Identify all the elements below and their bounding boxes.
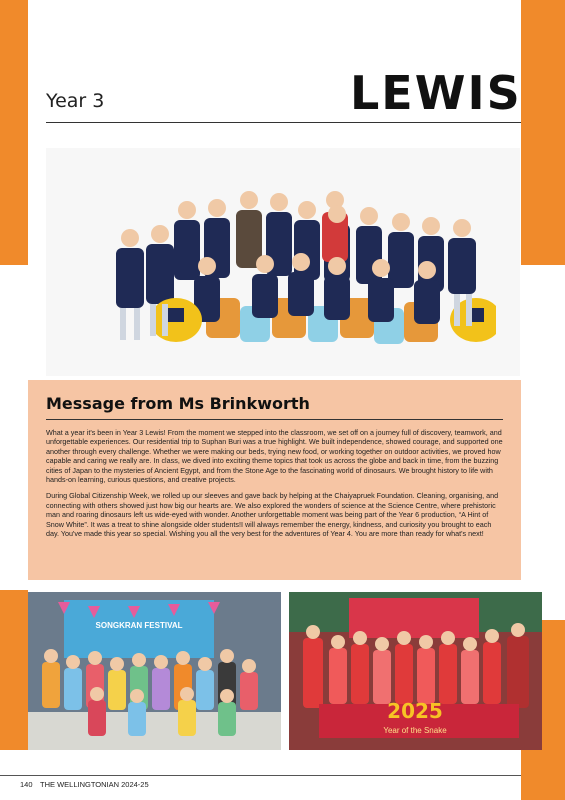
page-number: 140 xyxy=(20,780,33,789)
message-title: Message from Ms Brinkworth xyxy=(46,394,310,413)
cny-caption-text: Year of the Snake xyxy=(383,726,447,735)
class-name-heading: LEWIS xyxy=(350,66,522,120)
left-orange-accent xyxy=(0,590,28,750)
header-rule xyxy=(46,122,521,123)
cny-year-text: 2025 xyxy=(387,699,443,723)
footer-rule xyxy=(0,775,521,776)
teacher-message-section xyxy=(28,380,521,580)
message-paragraph-1: What a year it's been in Year 3 Lewis! From the moment we stepped into the classroom, we set off on a journey full of discovery, teamwork, and unforgettable experiences. Our residential trip to Suphan Buri was a true highlight. We built independence, showed courage, and supported one another through every challenge. Whether we were making our beds, trying new food, or working together on outdoor activities, we proved how capable and caring we really are. In class, we dived into exciting theme topics that took us across the globe and back in time, from the buzzing cities of Japan to the mysteries of Ancient Egypt, and from the Stone Age to the fascinating world of dinosaurs. We brought history to life with hands-on learning, curious questions, and creative projects. xyxy=(46,428,503,485)
songkran-photo-illustration xyxy=(28,592,281,750)
publication-name: THE WELLINGTONIAN 2024-25 xyxy=(40,780,149,789)
songkran-festival-photo xyxy=(28,592,281,750)
class-group-photo xyxy=(46,148,520,376)
class-group-illustration xyxy=(76,148,496,376)
year-label: Year 3 xyxy=(46,90,105,112)
songkran-banner-text: SONGKRAN FESTIVAL xyxy=(95,621,183,630)
chinese-new-year-photo xyxy=(289,592,542,750)
cny-photo-illustration xyxy=(289,592,542,750)
message-paragraph-2: During Global Citizenship Week, we rolled up our sleeves and gave back by helping at the Chaiyapruek Foundation. Cleaning, organising, and connecting with others showed just how big our hearts are. We also explored the wonders of science at the Science Centre, where prehistoric man and roaring dinosaurs left us wide-eyed with wonder. Another unforgettable moment was being part of the Year 6 production, “A Hint of Snow White”. It was a treat to shine alongside older students!I will always remember the energy, kindness, and curiosity you brought to each day. You've made this year so special. Wishing you all the very best for the adventures of Year 4. You are more than ready for what's next! xyxy=(46,491,499,539)
header-orange-corner xyxy=(521,0,565,265)
message-title-rule xyxy=(46,419,503,420)
